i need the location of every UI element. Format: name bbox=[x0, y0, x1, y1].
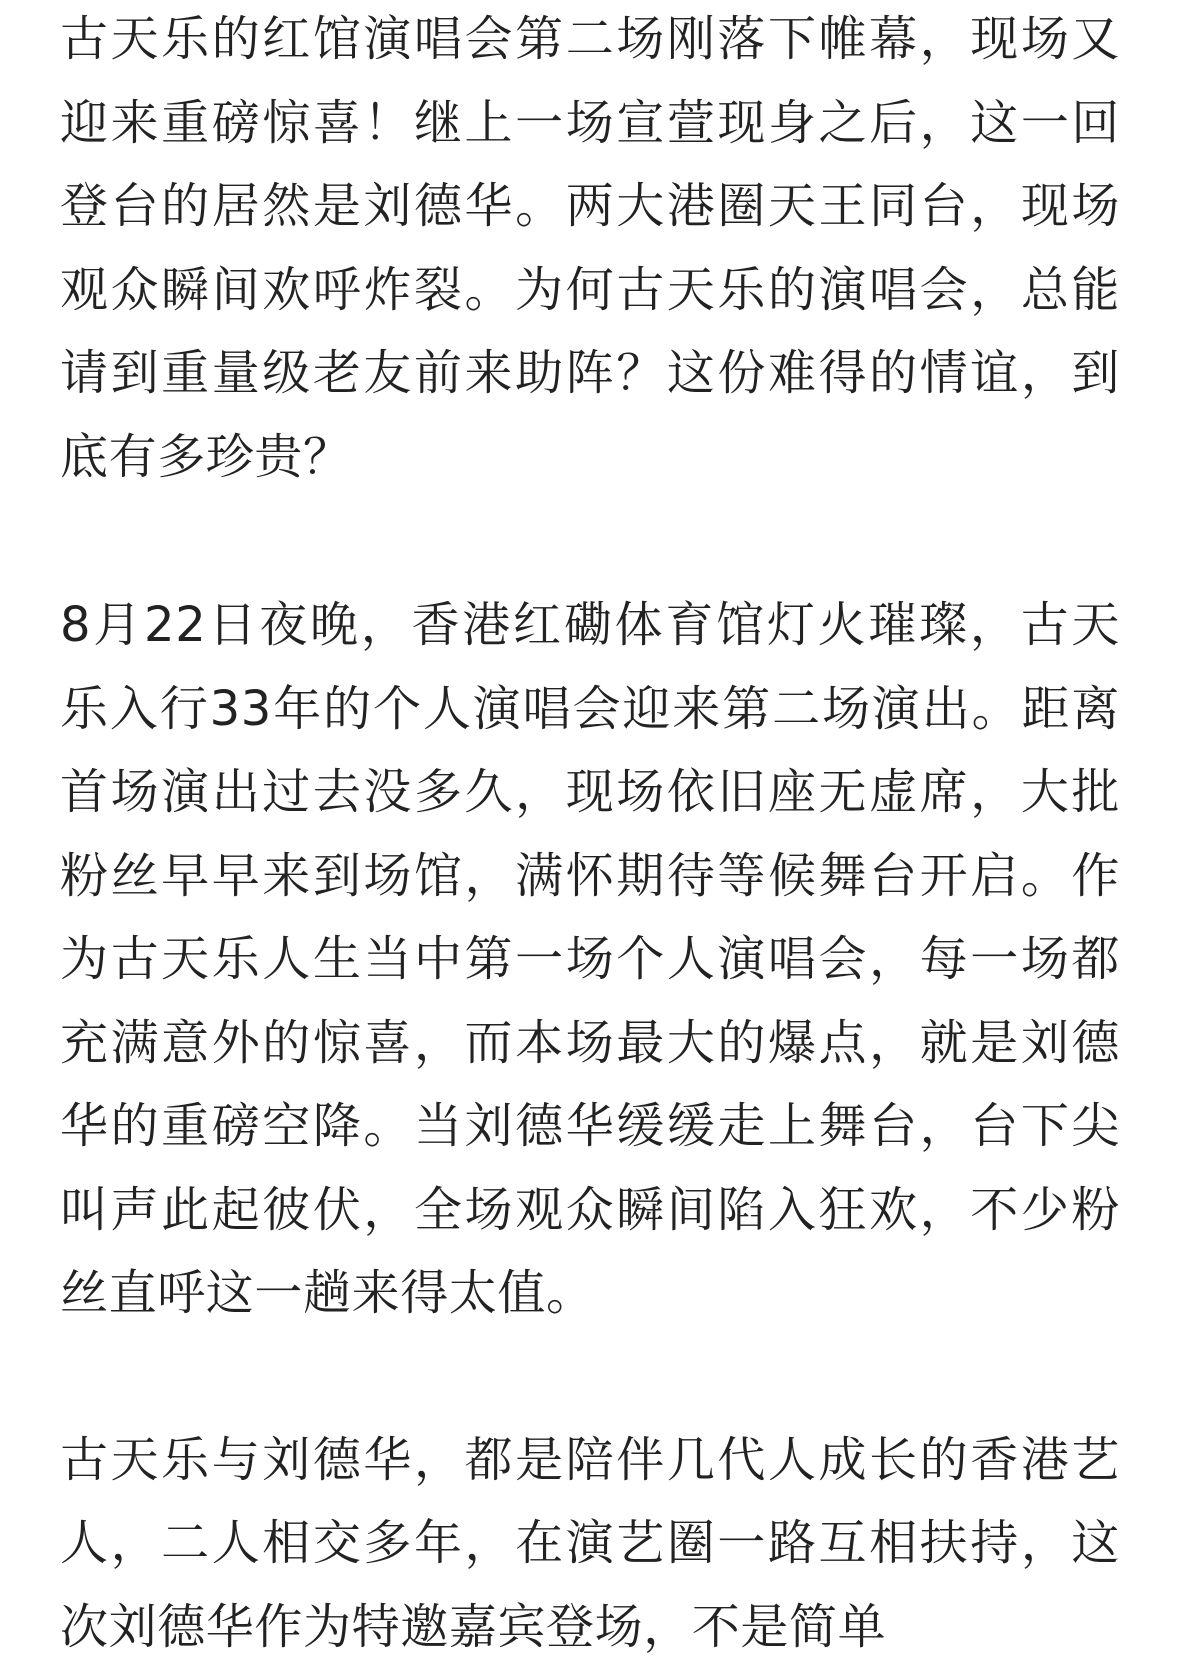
paragraph-concert-night: 8月22日夜晚，香港红磡体育馆灯火璀璨，古天乐入行33年的个人演唱会迎来第二场演出。距离首场演出过去没多久，现场依旧座无虚席，大批粉丝早早来到场馆，满怀期待等候舞台开启。作为古天乐人生当中第一场个人演唱会，每一场都充满意外的惊喜，而本场最大的爆点，就是刘德华的重磅空降。当刘德华缓缓走上舞台，台下尖叫声此起彼伏，全场观众瞬间陷入狂欢，不少粉丝直呼这一趟来得太值。 bbox=[60, 584, 1120, 1336]
paragraph-intro: 古天乐的红馆演唱会第二场刚落下帷幕，现场又迎来重磅惊喜！继上一场宣萱现身之后，这一回登台的居然是刘德华。两大港圈天王同台，现场观众瞬间欢呼炸裂。为何古天乐的演唱会，总能请到重量级老友前来助阵？这份难得的情谊，到底有多珍贵？ bbox=[60, 0, 1120, 499]
article-body bbox=[60, 0, 1120, 1669]
paragraph-friendship: 古天乐与刘德华，都是陪伴几代人成长的香港艺人，二人相交多年，在演艺圈一路互相扶持，这次刘德华作为特邀嘉宾登场，不是简单 bbox=[60, 1419, 1120, 1669]
